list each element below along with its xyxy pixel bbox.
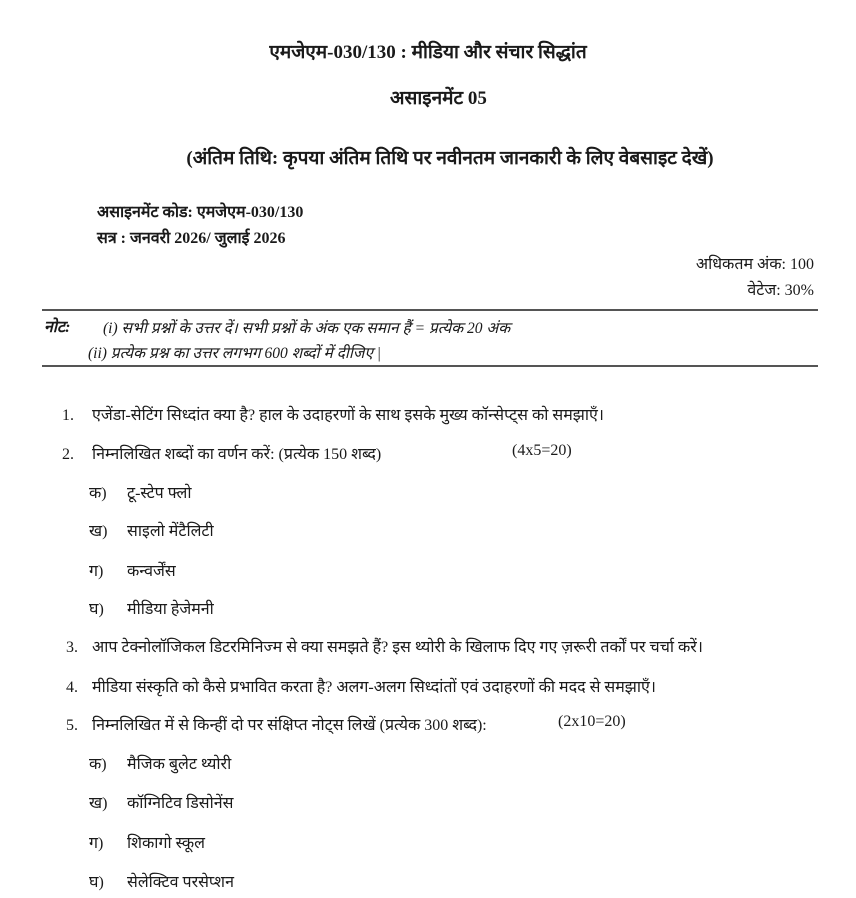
question-number: 5. — [66, 717, 78, 734]
list-item — [89, 870, 234, 892]
question-number: 4. — [66, 679, 78, 696]
question-text: एजेंडा-सेटिंग सिध्दांत क्या है? हाल के उदाहरणों के साथ इसके मुख्य कॉन्सेप्ट्स को समझाएँ। — [92, 407, 604, 424]
note-top-rule — [42, 309, 818, 311]
note-bottom-rule — [42, 365, 818, 367]
sub-text: साइलो मेंटैलिटी — [127, 523, 214, 540]
list-item — [89, 791, 233, 813]
list-item — [89, 481, 192, 503]
note-line-1: (i) सभी प्रश्नों के उत्तर दें। सभी प्रश्नों के अंक एक समान हैं = प्रत्येक 20 अंक — [103, 320, 511, 337]
sub-label: क) — [89, 756, 107, 773]
question-2 — [62, 442, 381, 464]
deadline-note: (अंतिम तिथि: कृपया अंतिम तिथि पर नवीनतम जानकारी के लिए वेबसाइट देखें) — [186, 148, 714, 169]
question-number: 1. — [62, 407, 74, 424]
question-2-marks: (4x5=20) — [512, 442, 572, 459]
assignment-number: असाइनमेंट 05 — [390, 88, 487, 109]
weightage: वेटेज: 30% — [747, 282, 814, 299]
sub-label: ख) — [89, 795, 108, 812]
list-item — [89, 559, 176, 581]
sub-text: मैजिक बुलेट थ्योरी — [127, 756, 232, 773]
list-item — [89, 752, 231, 774]
sub-label: घ) — [89, 874, 104, 891]
sub-label: ग) — [89, 563, 104, 580]
question-1 — [62, 403, 604, 425]
sub-text: कन्वर्जेंस — [127, 563, 176, 580]
question-5 — [66, 713, 487, 735]
sub-text: टू-स्टेप फ्लो — [127, 485, 192, 502]
session: सत्र : जनवरी 2026/ जुलाई 2026 — [97, 230, 286, 247]
note-label: नोट: — [44, 319, 71, 336]
sub-text: मीडिया हेजेमनी — [127, 601, 214, 618]
sub-label: घ) — [89, 601, 104, 618]
sub-label: क) — [89, 485, 107, 502]
question-number: 3. — [66, 639, 78, 656]
list-item — [89, 519, 214, 541]
list-item — [89, 597, 214, 619]
question-number: 2. — [62, 446, 74, 463]
max-marks: अधिकतम अंक: 100 — [695, 256, 814, 273]
sub-text: शिकागो स्कूल — [127, 835, 205, 852]
sub-label: ग) — [89, 835, 104, 852]
question-5-marks: (2x10=20) — [558, 713, 626, 730]
question-text: आप टेक्नोलॉजिकल डिटरमिनिज्म से क्या समझते हैं? इस थ्योरी के खिलाफ दिए गए ज़रूरी तर्कों पर चर्चा करें। — [92, 639, 703, 656]
document-title: एमजेएम-030/130 : मीडिया और संचार सिद्धांत — [269, 42, 587, 63]
question-text: निम्नलिखित में से किन्हीं दो पर संक्षिप्त नोट्स लिखें (प्रत्येक 300 शब्द): — [92, 717, 487, 734]
question-3 — [66, 635, 703, 657]
note-line-2: (ii) प्रत्येक प्रश्न का उत्तर लगभग 600 शब्दों में दीजिए | — [88, 345, 382, 362]
question-text: निम्नलिखित शब्दों का वर्णन करें: (प्रत्येक 150 शब्द) — [92, 446, 382, 463]
assignment-code: असाइनमेंट कोड: एमजेएम-030/130 — [97, 204, 304, 221]
question-4 — [66, 675, 656, 697]
list-item — [89, 831, 205, 853]
sub-text: सेलेक्टिव परसेप्शन — [127, 874, 234, 891]
sub-label: ख) — [89, 523, 108, 540]
question-text: मीडिया संस्कृति को कैसे प्रभावित करता है? अलग-अलग सिध्दांतों एवं उदाहरणों की मदद से समझाएँ। — [92, 679, 656, 696]
sub-text: कॉग्निटिव डिसोनेंस — [127, 795, 234, 812]
